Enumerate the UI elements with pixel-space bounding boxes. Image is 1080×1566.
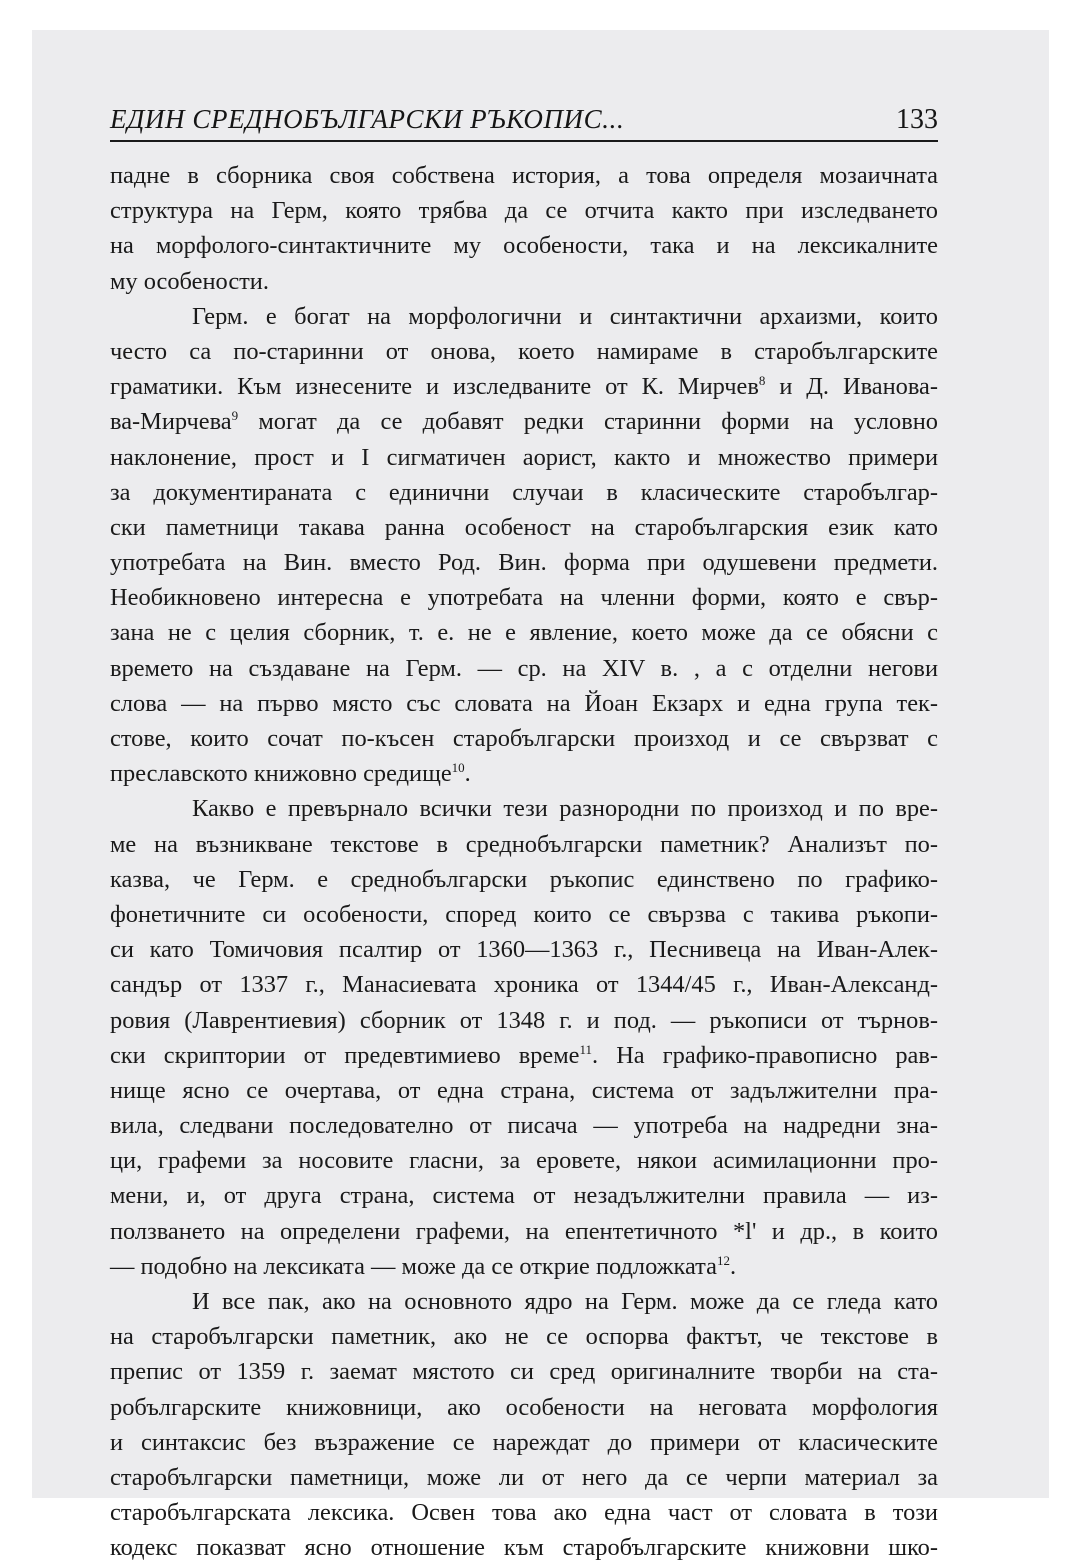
paragraph-1 bbox=[110, 158, 938, 299]
text-line: старобългарски паметници, може ли от него да се черпи материал за bbox=[110, 1463, 938, 1491]
text-line: времето на създаване на Герм. — ср. на XIV в. , а с отделни негови bbox=[110, 654, 938, 682]
text-line: ползването на определени графеми, на епентетичното *l' и др., в които bbox=[110, 1217, 938, 1245]
footnote-marker: 11 bbox=[579, 1041, 593, 1057]
text-line bbox=[110, 1038, 938, 1073]
text-line bbox=[110, 369, 938, 404]
text-line: препис от 1359 г. заемат мястото си сред оригиналните творби на ста- bbox=[110, 1358, 938, 1386]
text-segment: преславското книжовно средище bbox=[110, 760, 452, 788]
text-line bbox=[110, 1249, 938, 1284]
text-line: и синтаксис без възражение се нареждат до примери от класическите bbox=[110, 1428, 938, 1456]
text-segment: . На графико-правописно рав- bbox=[592, 1041, 938, 1069]
text-line: мени, и, от друга страна, система от незадължителни правила — из- bbox=[110, 1182, 938, 1210]
text-line: за документираната с единични случаи в класическите старобългар- bbox=[110, 478, 938, 506]
text-line: Какво е превърнало всички тези разнородни по произход и по вре- bbox=[192, 795, 938, 823]
text-line: И все пак, ако на основното ядро на Герм. може да се гледа като bbox=[192, 1288, 938, 1315]
footnote-marker: 12 bbox=[716, 1252, 730, 1268]
text-line: ски паметници такава ранна особеност на старобългарския език като bbox=[110, 513, 938, 541]
text-line: слова — на първо място със словата на Йоан Екзарх и една група тек- bbox=[110, 689, 938, 717]
text-line: му особености. bbox=[110, 267, 269, 295]
paragraph-2 bbox=[110, 299, 938, 792]
text-line: старобългарската лексика. Освен това ако една част от словата в този bbox=[110, 1499, 938, 1527]
paragraph-3 bbox=[110, 791, 938, 1284]
text-line: стове, които сочат по-късен старобългарски произход и се свързват с bbox=[110, 725, 938, 752]
text-line: зана не с целия сборник, т. е. не е явление, което може да се обясни с bbox=[110, 619, 938, 647]
footnote-marker: 10 bbox=[451, 760, 465, 776]
text-segment: — подобно на лексиката — може да се открие подложката bbox=[110, 1252, 717, 1280]
text-line: нище ясно се очертава, от една страна, система от задължителни пра- bbox=[110, 1076, 938, 1104]
text-line: структура на Герм, която трябва да се отчита както при изследването bbox=[110, 197, 938, 225]
text-line: Герм. е богат на морфологични и синтактични архаизми, които bbox=[192, 302, 938, 330]
text-line: наклонение, прост и I сигматичен аорист, както и множество примери bbox=[110, 443, 938, 471]
text-line: на морфолого-синтактичните му особености, така и на лексикалните bbox=[110, 232, 938, 260]
body-text bbox=[110, 158, 938, 1566]
text-segment: ва-Мирчева bbox=[110, 408, 232, 436]
text-line: фонетичните си особености, според които се свързва с такива ръкопи- bbox=[110, 900, 938, 928]
text-line: ровия (Лаврентиевия) сборник от 1348 г. и под. — ръкописи от търнов- bbox=[110, 1006, 938, 1034]
text-line: сандър от 1337 г., Манасиевата хроника от 1344/45 г., Иван-Александ- bbox=[110, 971, 938, 999]
text-line: казва, че Герм. е среднобългарски ръкопис единствено по графико- bbox=[110, 865, 938, 893]
text-line: вила, следвани последователно от писача — употреба на надредни зна- bbox=[110, 1112, 938, 1140]
text-segment: граматики. Към изнесените и изследваните от К. Мирчев bbox=[110, 373, 759, 401]
running-header bbox=[110, 100, 938, 140]
text-segment: могат да се добавят редки старинни форми на условно bbox=[258, 408, 938, 436]
text-line bbox=[110, 404, 938, 439]
text-line: падне в сборника своя собствена история, а това определя мозаичната bbox=[110, 162, 938, 189]
text-line: робългарските книжовници, ако особености на неговата морфология bbox=[110, 1393, 938, 1421]
text-line bbox=[110, 756, 938, 791]
text-segment: . bbox=[464, 760, 471, 788]
footnote-marker: 8 bbox=[758, 373, 766, 388]
text-segment: . bbox=[729, 1252, 737, 1280]
text-line: кодекс показват ясно отношение към старобългарските книжовни шко- bbox=[110, 1534, 938, 1562]
text-line: Необикновено интересна е употребата на членни форми, която е свър- bbox=[110, 584, 938, 612]
paragraph-4 bbox=[110, 1284, 938, 1566]
text-line: на старобългарски паметник, ако не се оспорва фактът, че текстове в bbox=[110, 1323, 938, 1351]
footnote-marker: 9 bbox=[231, 408, 239, 424]
running-title: ЕДИН СРЕДНОБЪЛГАРСКИ РЪКОПИС... bbox=[110, 104, 625, 134]
text-segment: и Д. Иванова- bbox=[779, 373, 938, 401]
text-line: често са по-старинни от онова, което намираме в старобългарските bbox=[110, 337, 938, 365]
text-segment: ски скриптории от предевтимиево време bbox=[110, 1041, 580, 1069]
text-line: ци, графеми за носовите гласни, за еровете, някои асимилационни про- bbox=[110, 1147, 938, 1175]
header-rule bbox=[110, 140, 938, 142]
text-line: употребата на Вин. вместо Род. Вин. форма при одушевени предмети. bbox=[110, 549, 938, 577]
text-line: си като Томичовия псалтир от 1360—1363 г., Песнивеца на Иван-Алек- bbox=[110, 936, 938, 964]
page-number: 133 bbox=[896, 104, 938, 135]
text-line: ме на възникване текстове в среднобългарски паметник? Анализът по- bbox=[110, 830, 938, 858]
